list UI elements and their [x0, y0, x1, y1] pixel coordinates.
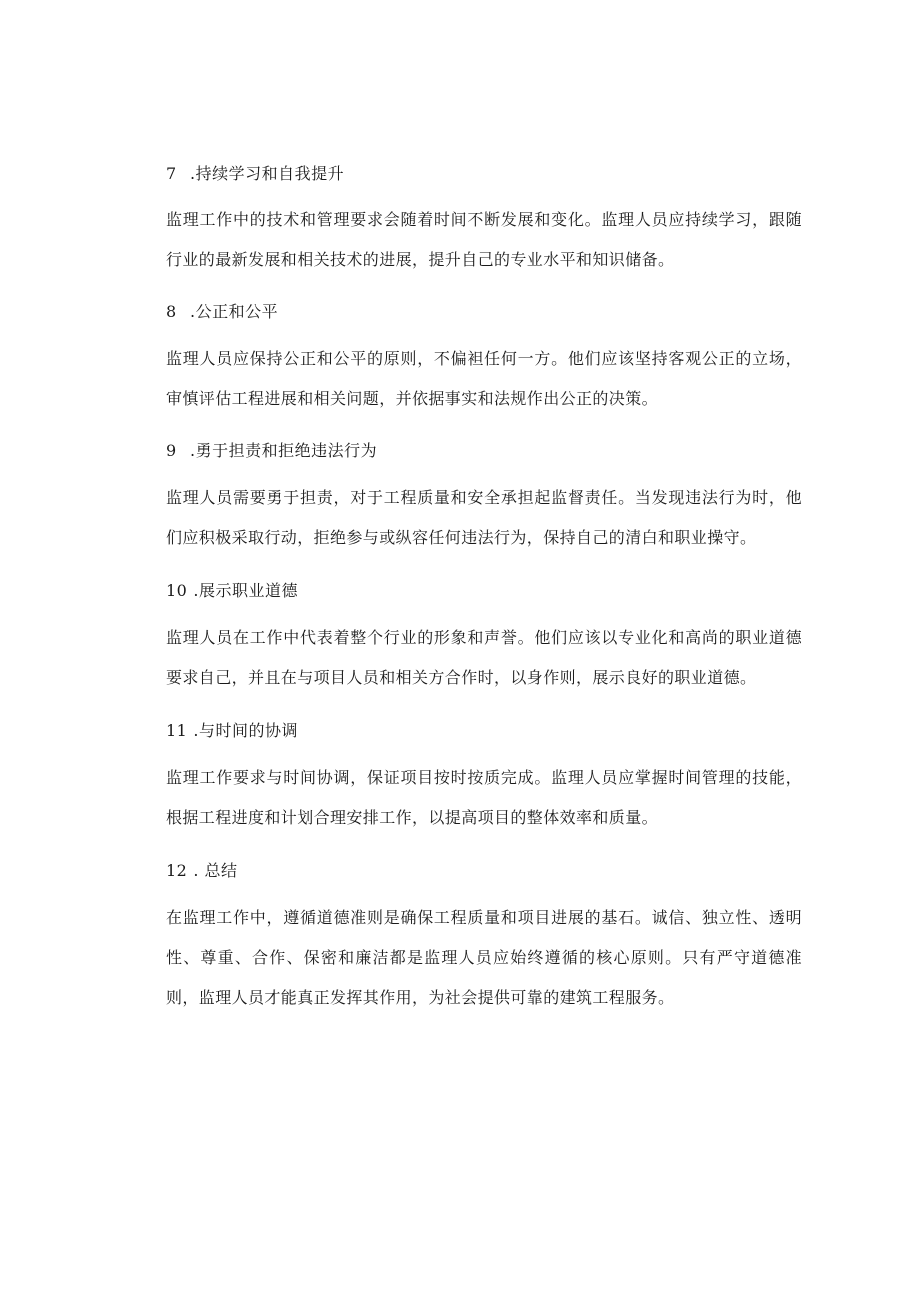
section-title: .勇于担责和拒绝违法行为 [190, 441, 378, 460]
section-body-11: 监理工作要求与时间协调，保证项目按时按质完成。监理人员应掌握时间管理的技能，根据工程进度和计划合理安排工作，以提高项目的整体效率和质量。 [166, 768, 802, 827]
section-heading-8 [166, 302, 278, 322]
section-title: .持续学习和自我提升 [190, 164, 345, 183]
section-number: 9 [166, 441, 177, 460]
section-title: . 总结 [193, 861, 238, 880]
section-body-9: 监理人员需要勇于担责，对于工程质量和安全承担起监督责任。当发现违法行为时，他们应积极采取行动，拒绝参与或纵容任何违法行为，保持自己的清白和职业操守。 [166, 488, 802, 547]
section-body-7: 监理工作中的技术和管理要求会随着时间不断发展和变化。监理人员应持续学习，跟随行业的最新发展和相关技术的进展，提升自己的专业水平和知识储备。 [166, 210, 802, 269]
section-title: .公正和公平 [190, 302, 279, 321]
section-heading-10 [166, 581, 298, 601]
section-heading-9 [166, 441, 377, 461]
section-heading-11 [166, 721, 298, 741]
section-title: .展示职业道德 [193, 581, 298, 600]
section-body-10: 监理人员在工作中代表着整个行业的形象和声誉。他们应该以专业化和高尚的职业道德要求自己，并且在与项目人员和相关方合作时，以身作则，展示良好的职业道德。 [166, 628, 802, 687]
section-number: 8 [166, 302, 177, 321]
section-body-12: 在监理工作中，遵循道德准则是确保工程质量和项目进展的基石。诚信、独立性、透明性、尊重、合作、保密和廉洁都是监理人员应始终遵循的核心原则。只有严守道德准则，监理人员才能真正发挥其作用，为社会提供可靠的建筑工程服务。 [166, 908, 802, 1007]
section-body-8: 监理人员应保持公正和公平的原则，不偏袒任何一方。他们应该坚持客观公正的立场，审慎评估工程进展和相关问题，并依据事实和法规作出公正的决策。 [166, 349, 802, 408]
section-number: 11 [166, 721, 188, 740]
section-number: 12 [166, 861, 188, 880]
section-heading-7 [166, 164, 344, 184]
section-title: .与时间的协调 [193, 721, 298, 740]
section-number: 7 [166, 164, 177, 183]
section-heading-12 [166, 861, 238, 881]
section-number: 10 [166, 581, 188, 600]
